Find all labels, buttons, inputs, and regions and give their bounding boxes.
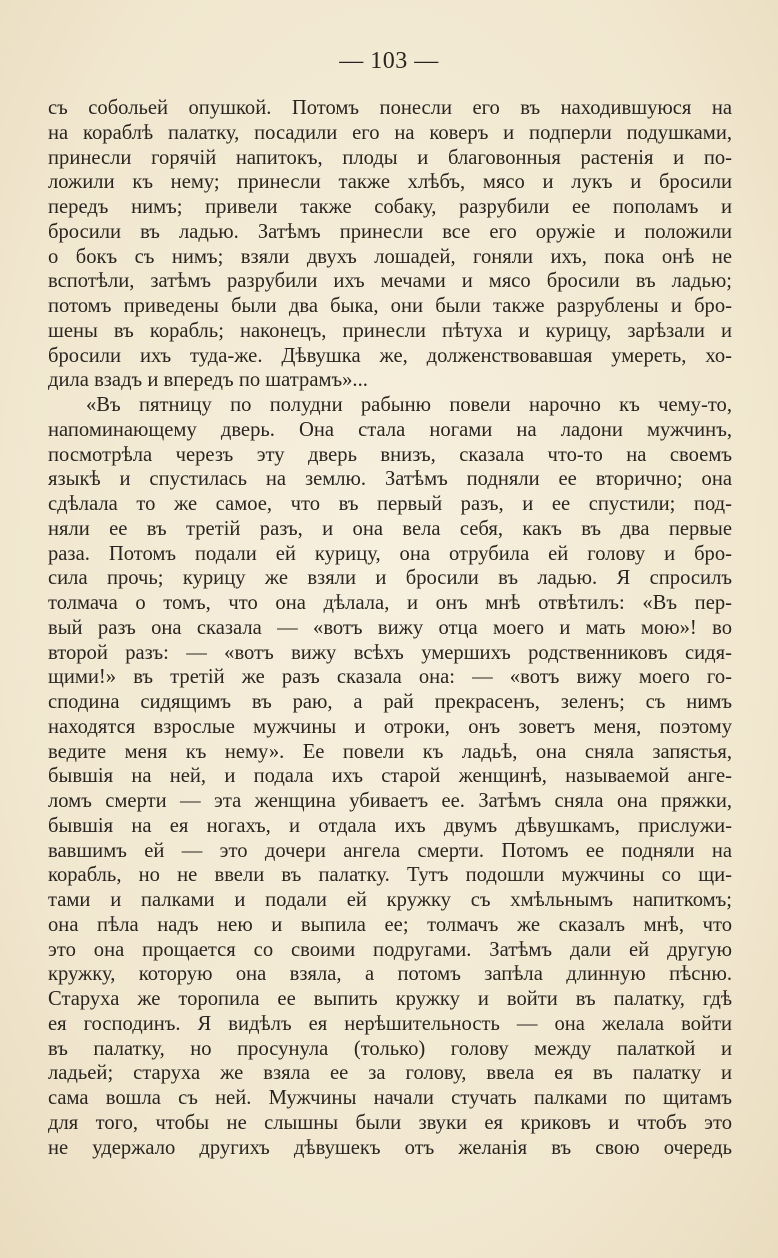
text-line: вавшимъ ей — это дочери ангела смерти. Потомъ ее подняли на	[48, 839, 732, 862]
text-line: принесли горячій напитокъ, плоды и благовонныя растенія и по-	[48, 146, 732, 169]
text-line: для того, чтобы не слышны были звуки ея криковъ и чтобъ это	[48, 1111, 732, 1134]
text-line: раза. Потомъ подали ей курицу, она отрубила ей голову и бро-	[48, 542, 732, 565]
text-line: ломъ смерти — эта женщина убиваетъ ее. Затѣмъ сняла она пряжки,	[48, 790, 732, 812]
text-line: въ палатку, но просунула (только) голову между палаткой и	[48, 1037, 732, 1060]
body-text	[48, 96, 732, 1160]
text-line: вспотѣли, затѣмъ разрубили ихъ мечами и мясо бросили въ ладью;	[48, 270, 732, 293]
text-line: няли ее въ третій разъ, и она вела себя, какъ въ два первые	[48, 517, 732, 540]
text-line: дила взадъ и впередъ по шатрамъ»...	[48, 369, 368, 392]
text-line: не удержало другихъ дѣвушекъ отъ желанія въ свою очередь	[48, 1136, 732, 1159]
text-line: находятся взрослые мужчины и отроки, онъ зоветъ меня, поэтому	[48, 715, 732, 738]
text-line: тами и палками и подали ей кружку съ хмѣльнымъ напиткомъ;	[48, 889, 732, 911]
text-line: сподина сидящимъ въ раю, а рай прекрасенъ, зеленъ; съ нимъ	[48, 691, 732, 713]
text-line: Старуха же торопила ее выпить кружку и войти въ палатку, гдѣ	[48, 988, 732, 1010]
text-line: вый разъ она сказала — «вотъ вижу отца моего и мать мою»! во	[48, 616, 732, 639]
text-line: ея господинъ. Я видѣлъ ея нерѣшительность — она желала войти	[48, 1012, 732, 1035]
text-line: шены въ корабль; наконецъ, принесли пѣтуха и курицу, зарѣзали и	[48, 319, 732, 342]
text-line: потомъ приведены были два быка, они были также разрублены и бро-	[48, 295, 732, 317]
text-line: посмотрѣла черезъ эту дверь внизъ, сказала что-то на своемъ	[48, 443, 732, 466]
text-line: бывшія на ней, и подала ихъ старой женщинѣ, называемой анге-	[48, 765, 732, 788]
text-line: передъ нимъ; привели также собаку, разрубили ее пополамъ и	[48, 196, 732, 218]
text-line: второй разъ: — «вотъ вижу всѣхъ умершихъ родственниковъ сидя-	[48, 641, 732, 664]
text-line: ведите меня къ нему». Ее повели къ ладьѣ, она сняла запястья,	[48, 740, 732, 763]
text-line: щими!» въ третій же разъ сказала она: — «вотъ вижу моего го-	[48, 666, 732, 689]
text-line: сама вошла съ ней. Мужчины начали стучать палками по щитамъ	[48, 1087, 732, 1109]
page-number: — 103 —	[339, 48, 439, 74]
text-line: ладьей; старуха же взяла ее за голову, ввела ея въ палатку и	[48, 1062, 732, 1085]
text-line: кружку, которую она взяла, а потомъ запѣла длинную пѣсню.	[48, 963, 732, 986]
text-line: сдѣлала то же самое, что въ первый разъ, и ее спустили; под-	[48, 493, 732, 515]
text-line: языкѣ и спустилась на землю. Затѣмъ подняли ее вторично; она	[48, 468, 732, 491]
text-line: «Въ пятницу по полудни рабыню повели нарочно къ чему-то,	[86, 394, 732, 416]
text-line: сила прочь; курицу же взяли и бросили въ ладью. Я спросилъ	[48, 567, 732, 590]
text-line: о бокъ съ нимъ; взяли двухъ лошадей, гоняли ихъ, пока онѣ не	[48, 245, 732, 268]
text-line: съ собольей опушкой. Потомъ понесли его въ находившуюся на	[48, 97, 732, 119]
text-line: это она прощается со своими подругами. Затѣмъ дали ей другую	[48, 938, 732, 961]
text-line: корабль, но не ввели въ палатку. Тутъ подошли мужчины со щи-	[48, 864, 732, 887]
text-line: бросили въ ладью. Затѣмъ принесли все его оружіе и положили	[48, 220, 732, 243]
text-line: на кораблѣ палатку, посадили его на коверъ и подперли подушками,	[48, 121, 732, 144]
text-line: ложили къ нему; принесли также хлѣбъ, мясо и лукъ и бросили	[48, 171, 732, 194]
text-line: бывшія на ея ногахъ, и отдала ихъ двумъ дѣвушкамъ, прислужи-	[48, 814, 732, 837]
text-line: напоминающему дверь. Она стала ногами на ладони мужчинъ,	[48, 418, 732, 441]
text-line: она пѣла надъ нею и выпила ее; толмачъ же сказалъ мнѣ, что	[48, 913, 732, 936]
text-line: бросили ихъ туда-же. Дѣвушка же, долженствовавшая умереть, хо-	[48, 344, 732, 367]
text-line: толмача о томъ, что она дѣлала, и онъ мнѣ отвѣтилъ: «Въ пер-	[48, 592, 732, 614]
